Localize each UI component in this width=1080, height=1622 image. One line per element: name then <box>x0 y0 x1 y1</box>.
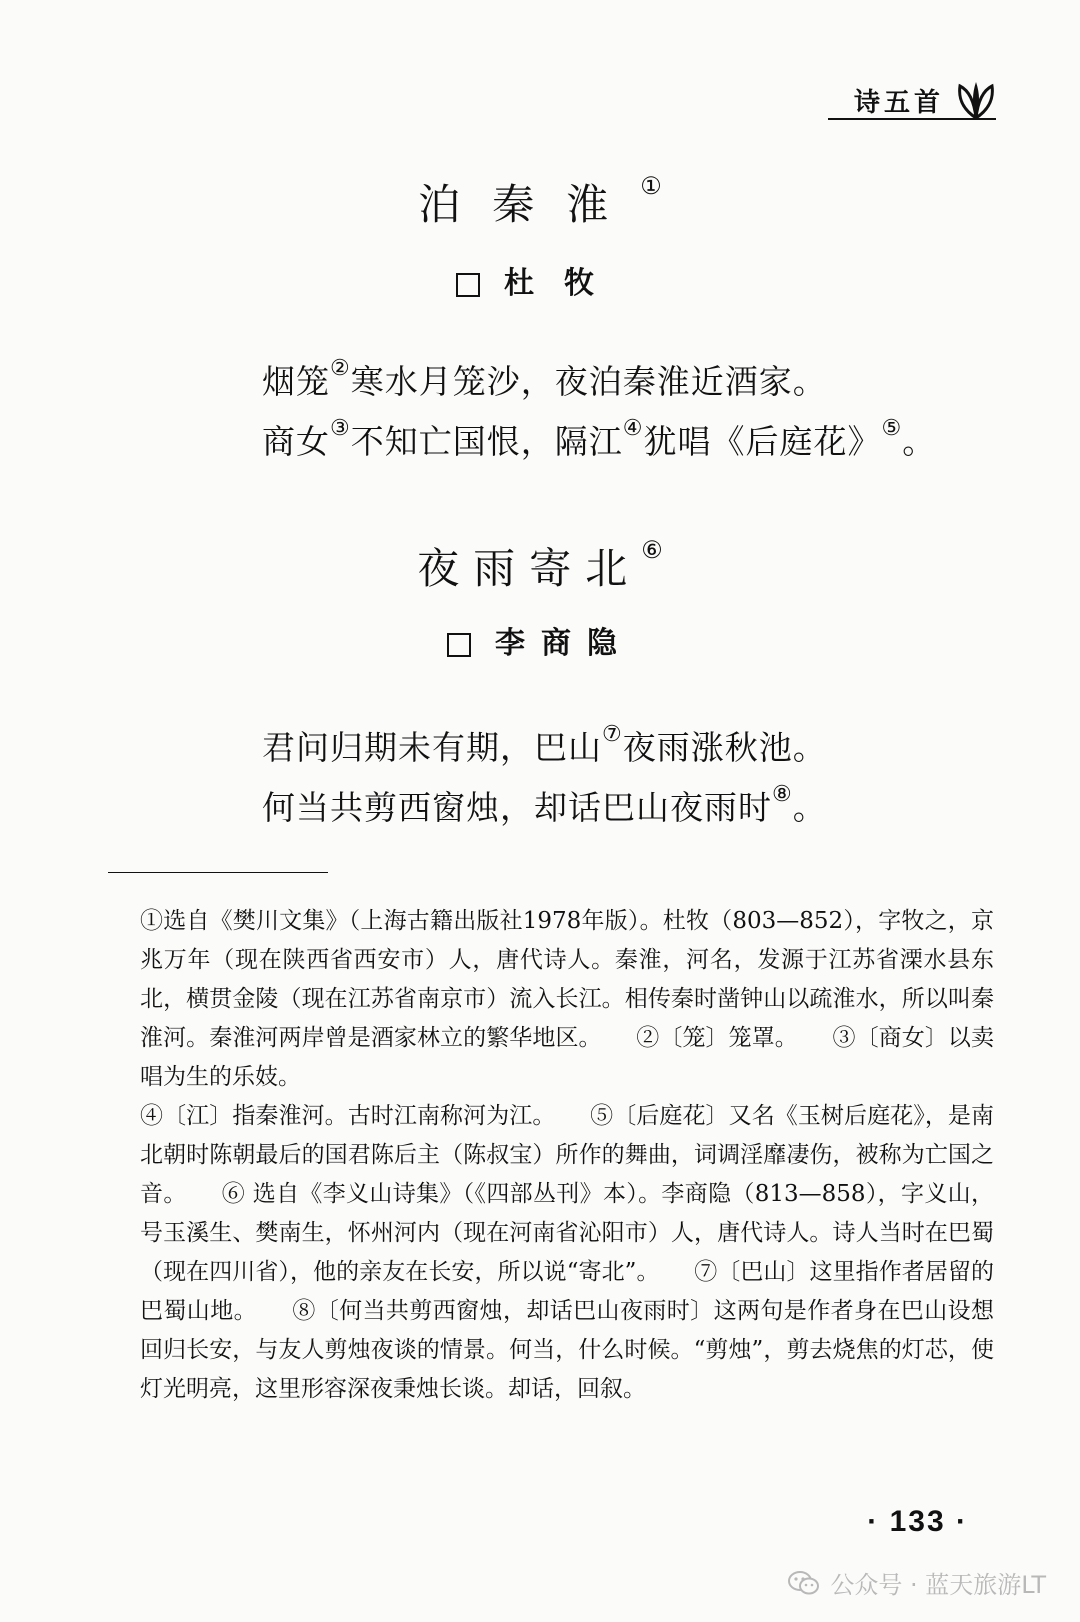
note-mark: ④ <box>622 416 644 441</box>
verse-text: 夜雨涨秋池。 <box>622 728 827 767</box>
verse-text: 何当共剪西窗烛，却话巴山夜雨时 <box>262 788 772 827</box>
poem1-note-mark: ① <box>640 172 662 200</box>
poem2-author-name: 李商隐 <box>495 626 633 661</box>
footnote-rule <box>108 872 328 873</box>
poem2-title <box>0 536 1080 596</box>
verse-text: 犹唱《后庭花》 <box>643 422 882 461</box>
poem1-line-1 <box>262 356 827 403</box>
note-mark: ② <box>330 356 351 381</box>
author-box-icon <box>447 633 471 657</box>
footnote-para-2: ④〔江〕指秦淮河。古时江南称河为江。 ⑤〔后庭花〕又名《玉树后庭花》，是南北朝时陈朝最后的国君陈后主（陈叔宝）所作的舞曲，词调淫靡凄伤，被称为亡国之音。 ⑥ 选自《李义山诗集》（《四部丛刊》本）。李商隐（813—858），字义山，号玉溪生、樊南生，怀州河内（现在河南省沁阳市）人，唐代诗人。诗人当时在巴蜀（现在四川省），他的亲友在长安，所以说“寄北”。 ⑦〔巴山〕这里指作者居留的巴蜀山地。 ⑧〔何当共剪西窗烛，却话巴山夜雨时〕这两句是作者身在巴山设想回归长安，与友人剪烛夜谈的情景。何当，什么时候。“剪烛”，剪去烧焦的灯芯，使灯光明亮，这里形容深夜秉烛长谈。却话，回叙。 <box>140 1103 994 1402</box>
poem1-author <box>0 258 1080 302</box>
watermark-text: 公众号 · 蓝天旅游LT <box>830 1571 1046 1599</box>
watermark <box>788 1565 1046 1600</box>
page-number: · 133 · <box>867 1505 968 1538</box>
verse-text: 寒水月笼沙，夜泊秦淮近酒家。 <box>350 362 827 401</box>
poem1-title-text: 泊秦淮 <box>418 180 641 229</box>
wechat-icon <box>788 1570 820 1596</box>
verse-text: 。 <box>902 422 937 461</box>
poem2-author <box>0 618 1080 662</box>
poem1-title <box>0 172 1080 232</box>
footnote-para-1: ①选自《樊川文集》（上海古籍出版社1978年版）。杜牧（803—852），字牧之，京兆万年（现在陕西省西安市）人，唐代诗人。秦淮，河名，发源于江苏省溧水县东北，横贯金陵（现在江苏省南京市）流入长江。相传秦时凿钟山以疏淮水，所以叫秦淮河。秦淮河两岸曾是酒家林立的繁华地区。 ②〔笼〕笼罩。 ③〔商女〕以卖唱为生的乐妓。 <box>140 908 994 1090</box>
note-mark: ⑦ <box>602 722 623 747</box>
leaf-logo-icon <box>954 80 998 120</box>
verse-text: 不知亡国恨，隔江 <box>350 422 623 461</box>
verse-text: 。 <box>792 788 827 827</box>
poem2-note-mark: ⑥ <box>641 536 663 564</box>
chapter-title: 诗五首 <box>853 87 944 118</box>
header-rule <box>828 118 996 120</box>
verse-text: 君问归期未有期，巴山 <box>262 728 602 767</box>
running-header <box>854 80 998 120</box>
author-box-icon <box>456 273 480 297</box>
footnotes <box>140 902 994 1409</box>
poem2-title-text: 夜雨寄北 <box>417 544 642 593</box>
poem1-author-name: 杜牧 <box>504 266 624 301</box>
verse-text: 商女 <box>262 422 330 461</box>
poem1-line-2 <box>262 416 936 463</box>
note-mark: ⑤ <box>881 416 903 441</box>
poem2-line-1 <box>262 722 827 769</box>
verse-text: 烟笼 <box>262 362 330 401</box>
note-mark: ③ <box>330 416 351 441</box>
note-mark: ⑧ <box>772 782 793 807</box>
poem2-line-2 <box>262 782 827 829</box>
